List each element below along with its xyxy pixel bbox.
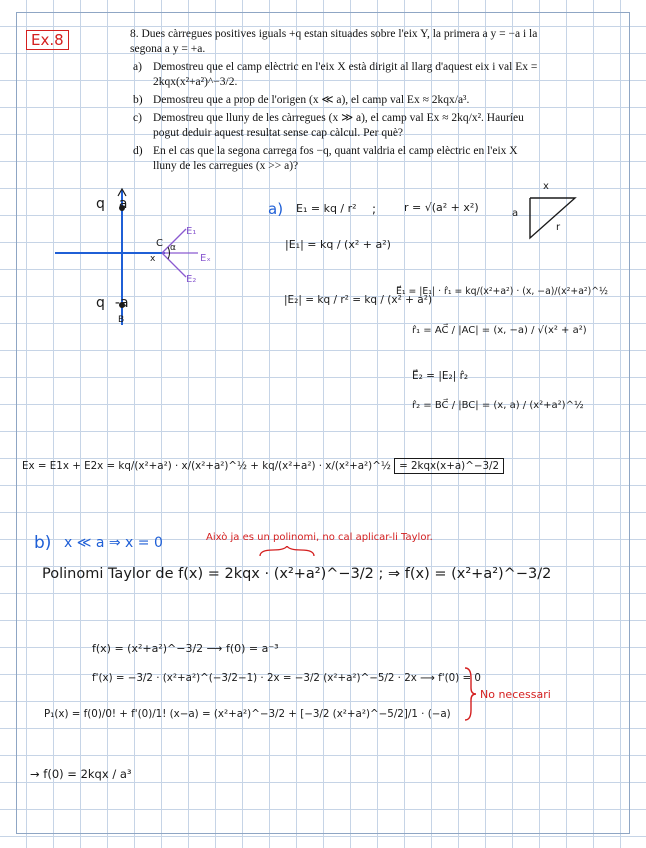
red-annotation: Això ja es un polinomi, no cal aplicar-li Taylor. xyxy=(206,532,433,543)
triangle-shape xyxy=(530,198,575,238)
exercise-intro xyxy=(130,27,540,57)
e2-magnitude: |E₂| = kq / r² = kq / (x² + a²) xyxy=(284,294,433,306)
exercise-part-b: b) Demostreu que a prop de l'origen (x ≪ a), el camp val Ex ≈ 2kqx/a³. xyxy=(133,94,470,106)
semicolon-1: ; xyxy=(372,202,377,216)
exercise-parts xyxy=(130,60,540,174)
e2-vector xyxy=(162,253,186,277)
f-definition-line: f(x) = (x²+a²)^−3/2 ⟶ f(0) = a⁻³ xyxy=(92,642,279,655)
part-b-label: b) xyxy=(34,533,52,553)
charge-diagram xyxy=(40,185,250,335)
e2-label: E₂ xyxy=(186,274,197,285)
exercise-part-d: d) En el cas que la segona carrega fos −q, quant valdria el camp elèctric en l'eix X lluny de les carregues (x >> a)? xyxy=(133,145,518,172)
p1-line: P₁(x) = f(0)/0! + f'(0)/1! (x−a) = (x²+a²)^−3/2 + [−3/2 (x²+a²)^−5/2]/1 · (−a) xyxy=(44,708,451,720)
taylor-line: Polinomi Taylor de f(x) = 2kqx · (x²+a²)^−3/2 ; ⇒ f(x) = (x²+a²)^−3/2 xyxy=(42,566,552,582)
exercise-statement xyxy=(130,27,540,174)
part-b-condition: x ≪ a ⇒ x = 0 xyxy=(64,535,163,551)
point-x-label: x xyxy=(150,254,156,264)
not-needed-note: No necessari xyxy=(480,688,551,701)
r1-unit-vector: r̂₁ = AC⃗ / |AC| = (x, −a) / √(x² + a²) xyxy=(412,325,587,336)
r-definition: r = √(a² + x²) xyxy=(404,201,479,214)
e1-magnitude: |E₁| = kq / (x² + a²) xyxy=(285,238,391,251)
exercise-part-c: c) Demostreu que lluny de les càrregues (x ≫ a), el camp val Ex ≈ 2kq/x². Hauríeu pogut deduir aquest resultat sense cap càlcul. Per què? xyxy=(133,112,524,139)
point-c-label: C xyxy=(156,238,163,249)
exercise-part-a: a) Demostreu que el camp elèctric en l'eix X està dirigit al llarg d'aquest eix i val Ex = 2kqx(x²+a²)^−3/2. xyxy=(133,61,538,88)
ex-label: Eₓ xyxy=(200,253,211,264)
exercise-number: 8. xyxy=(130,28,139,40)
f-prime-line: f'(x) = −3/2 · (x²+a²)^(−3/2−1) · 2x = −3/2 (x²+a²)^−5/2 · 2x ⟶ f'(0) = 0 xyxy=(92,672,481,684)
part-a-label: a) xyxy=(268,200,284,218)
red-brace xyxy=(258,546,318,560)
ex-sum-formula: Ex = E1x + E2x = kq/(x²+a²) · x/(x²+a²)^½ + kq/(x²+a²) · x/(x²+a²)^½ = 2kqx(x+a)^−3/2 xyxy=(22,460,504,472)
point-b-label: B xyxy=(118,315,125,325)
final-result-line: → f(0) = 2kqx / a³ xyxy=(30,767,132,781)
e2-vector-formula: E⃗₂ = |E₂| r̂₂ xyxy=(412,370,469,382)
alpha-label: α xyxy=(170,243,176,253)
exercise-tag: Ex.8 xyxy=(26,30,69,50)
charge-bottom-label: q -a xyxy=(96,295,129,311)
e1-vector-formula: E⃗₁ = |E₁| · r̂₁ = kq/(x²+a²) · (x, −a)/(x²+a²)^½ xyxy=(396,286,609,297)
triangle-r-label: r xyxy=(556,222,561,233)
right-triangle xyxy=(525,190,585,245)
exercise-text: Dues càrregues positives iguals +q estan situades sobre l'eix Y, la primera a y = −a i la segona a y = +a. xyxy=(130,28,538,55)
curly-brace xyxy=(462,666,478,722)
triangle-x-label: x xyxy=(543,181,549,192)
ex-boxed-result: = 2kqx(x+a)^−3/2 xyxy=(394,458,504,474)
triangle-a-label: a xyxy=(512,208,519,219)
r2-unit-vector: r̂₂ = BC⃗ / |BC| = (x, a) / (x²+a²)^½ xyxy=(412,400,584,411)
charge-top-label: q a xyxy=(96,196,128,212)
e1-label: E₁ xyxy=(186,226,197,237)
e1-definition: E₁ = kq / r² xyxy=(296,202,357,215)
